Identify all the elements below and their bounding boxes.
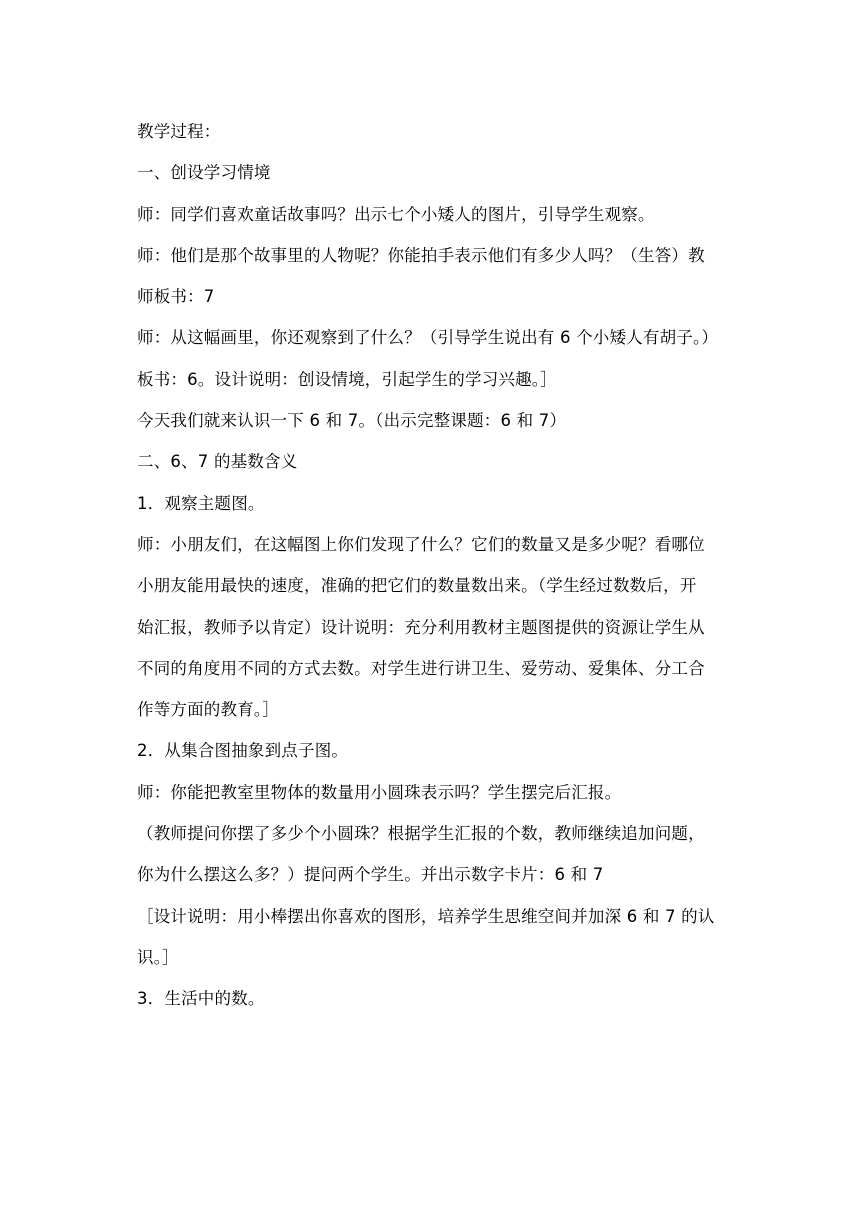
paragraph-beads: 师：你能把教室里物体的数量用小圆珠表示吗？学生摆完后汇报。: [137, 782, 622, 802]
paragraph-today-topic: 今天我们就来认识一下 6 和 7。（出示完整课题：6 和 7）: [137, 411, 567, 431]
paragraph-theme-picture: 师：小朋友们，在这幅图上你们发现了什么？它们的数量又是多少呢？看哪位 小朋友能用最快的速度，准确的把它们的数量数出来。（学生经过数数后，开 始汇报，教师予以肯定）设计说明：充分利用教材主题图提供的资源让学生从 不同的角度用不同的方式去数。对学生进行讲卫生、爱劳动、爱集体、分工合 作等方面的教育。］: [137, 534, 705, 720]
section-heading-2: 二、6、7 的基数含义: [137, 452, 298, 472]
paragraph-teacher-observe: 师：从这幅画里，你还观察到了什么？（引导学生说出有 6 个小矮人有胡子。） 板书：6。设计说明：创设情境，引起学生的学习兴趣。］: [137, 328, 719, 389]
paragraph-teacher-question: 师：他们是那个故事里的人物呢？你能拍手表示他们有多少人吗？（生答）教 师板书：7: [137, 245, 705, 307]
step-heading-2: 2．从集合图抽象到点子图。: [137, 741, 349, 761]
paragraph-teacher-followup: （教师提问你摆了多少个小圆珠？根据学生汇报的个数，教师继续追加问题， 你为什么摆这么多？）提问两个学生。并出示数字卡片：6 和 7: [137, 824, 705, 885]
section-heading-1: 一、创设学习情境: [137, 163, 271, 183]
text-line-teaching-process: 教学过程：: [137, 122, 221, 141]
step-heading-3: 3．生活中的数。: [137, 989, 265, 1009]
step-heading-1: 1．观察主题图。: [137, 493, 265, 513]
paragraph-teacher-intro: 师：同学们喜欢童话故事吗？出示七个小矮人的图片，引导学生观察。: [137, 204, 655, 224]
document-body: [137, 116, 737, 1015]
paragraph-design-note: ［设计说明：用小棒摆出你喜欢的图形，培养学生思维空间并加深 6 和 7 的认 识。］: [137, 906, 715, 967]
